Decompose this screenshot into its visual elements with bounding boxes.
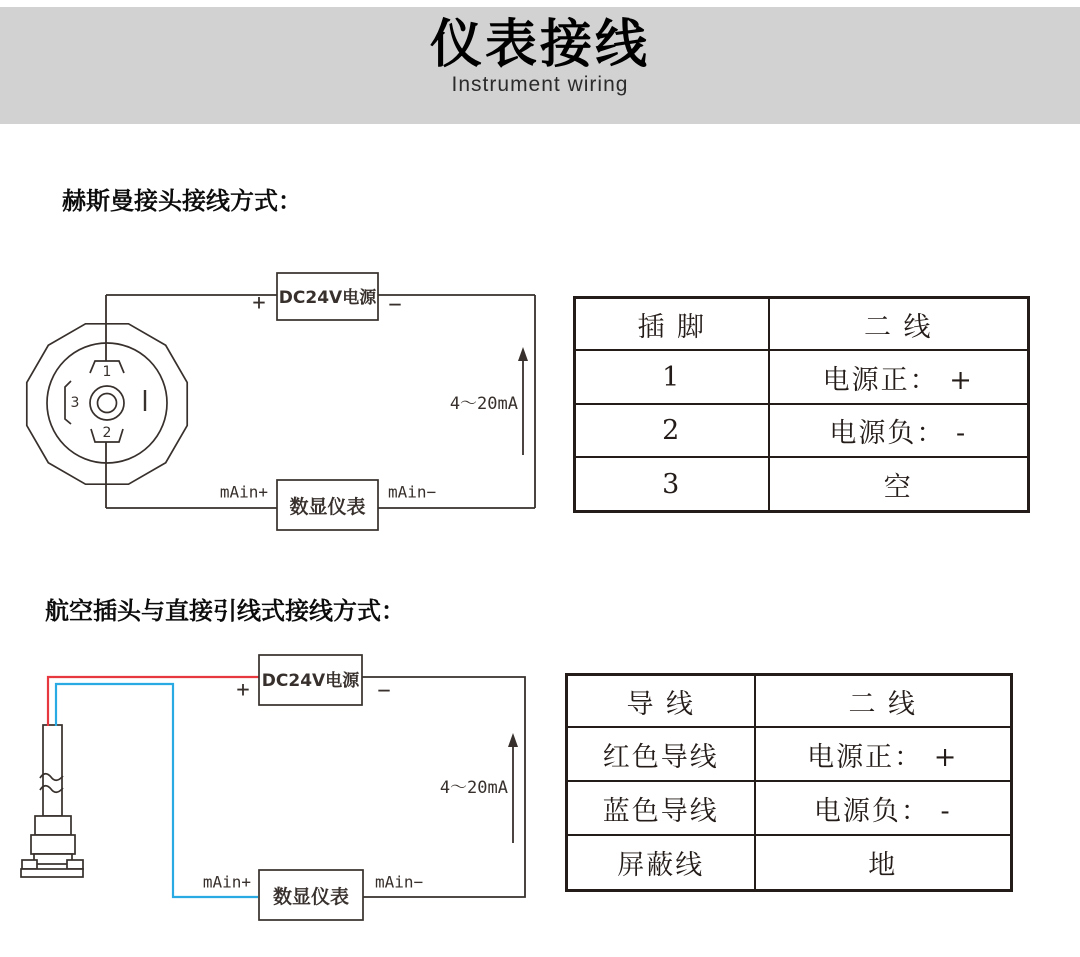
connector-outer-body [27, 324, 187, 484]
table-cell: 2 [575, 404, 769, 457]
probe-flange-ear-right [67, 860, 83, 869]
page-title: 仪表接线 [429, 16, 650, 74]
table-row [567, 835, 1012, 891]
table-cell: 电源负： - [755, 781, 1012, 835]
table-cell: 电源正： + [769, 350, 1029, 404]
current-label-1: 4～20mA [449, 394, 518, 414]
table-cell: 电源负： - [769, 404, 1029, 457]
probe-neck [35, 816, 71, 835]
meter-label-2: 数显仪表 [272, 886, 350, 908]
main-plus-label-1: mAin+ [219, 482, 268, 502]
probe-hex-body [31, 835, 75, 854]
current-label-2: 4～20mA [439, 778, 508, 798]
main-minus-label-1: mAin− [388, 482, 437, 502]
connector-center-outer [90, 386, 124, 420]
main-minus-label-2: mAin− [375, 872, 424, 892]
minus-label-1: − [388, 292, 402, 318]
wire-assignment-table [565, 673, 1013, 892]
table-cell: 地 [755, 835, 1012, 891]
section2-title: 航空插头与直接引线式接线方式： [45, 598, 405, 625]
header-band [0, 7, 1080, 124]
aviation-plug-wiring-diagram [0, 640, 560, 940]
table-row [575, 350, 1029, 404]
table-cell: 屏蔽线 [567, 835, 755, 891]
probe-flange-base [21, 869, 83, 877]
table-header-pin: 插 脚 [575, 298, 769, 351]
table-cell: 电源正： + [755, 727, 1012, 781]
table-header-twowire: 二 线 [755, 675, 1012, 728]
sensor-probe [21, 725, 83, 877]
probe-flange-ear-left [22, 860, 37, 869]
page-subtitle: Instrument wiring [451, 73, 629, 96]
blue-wire [56, 684, 258, 897]
table-cell: 红色导线 [567, 727, 755, 781]
section1-title: 赫斯曼接头接线方式： [62, 188, 302, 215]
table-row [567, 781, 1012, 835]
table-cell: 3 [575, 457, 769, 512]
table-header-twowire: 二 线 [769, 298, 1029, 351]
plus-label-1: + [252, 290, 266, 316]
connector-center-inner [98, 394, 117, 413]
current-arrow-head-1 [518, 347, 528, 361]
table-cell: 空 [769, 457, 1029, 512]
probe-cable-stem [43, 725, 62, 816]
table-cell: 蓝色导线 [567, 781, 755, 835]
current-arrow-head-2 [508, 733, 518, 747]
pin2-label: 2 [102, 425, 112, 441]
pin-assignment-table [573, 296, 1030, 513]
power-supply-label-2: DC24V电源 [261, 671, 360, 691]
minus-label-2: − [377, 678, 391, 704]
main-plus-label-2: mAin+ [202, 872, 251, 892]
table-row [575, 298, 1029, 351]
table-row [567, 675, 1012, 728]
hirschmann-wiring-diagram [0, 250, 560, 550]
table-row [575, 404, 1029, 457]
power-supply-label-1: DC24V电源 [278, 288, 377, 308]
meter-label-1: 数显仪表 [289, 496, 366, 518]
table-row [575, 457, 1029, 512]
table-row [567, 727, 1012, 781]
table-header-wire: 导 线 [567, 675, 755, 728]
plus-label-2: + [236, 677, 250, 703]
pin1-label: 1 [102, 364, 112, 380]
pin3-label: 3 [70, 395, 80, 411]
table-cell: 1 [575, 350, 769, 404]
hirschmann-connector [27, 324, 187, 484]
